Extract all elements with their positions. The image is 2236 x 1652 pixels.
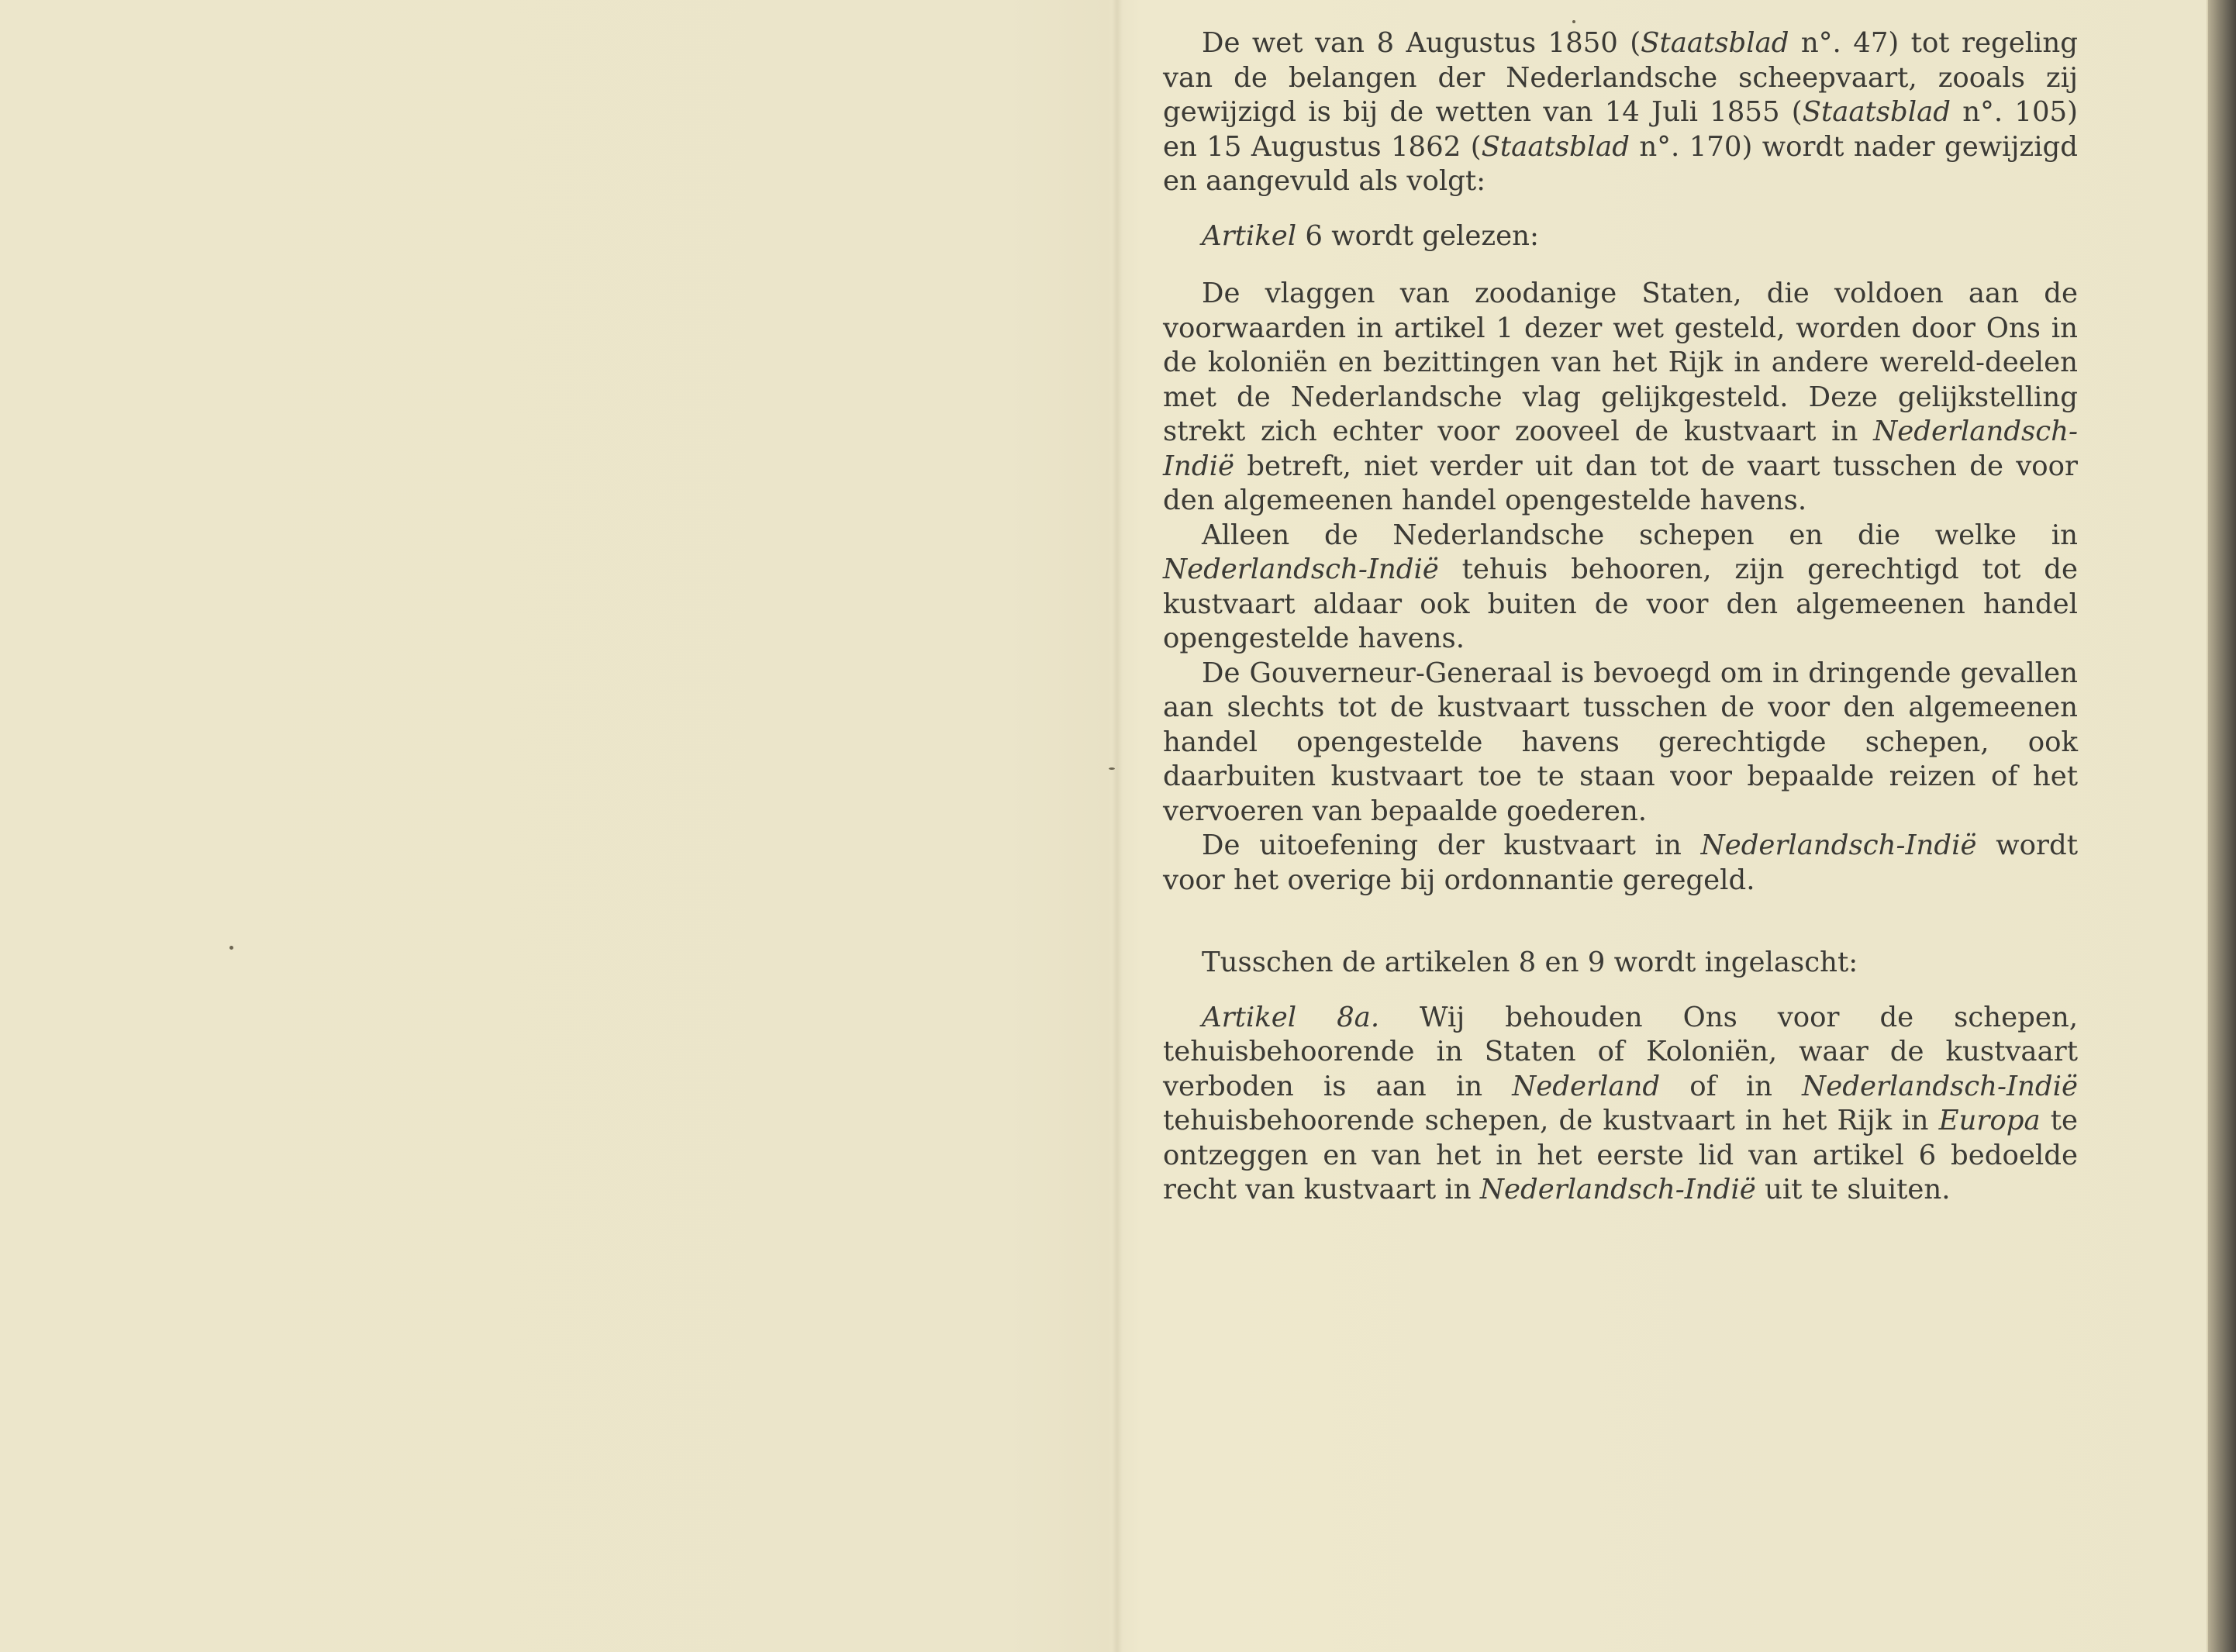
article-8a-paragraph: Artikel 8a. Wij behouden Ons voor de schepen, tehuisbehoorende in Staten of Koloniën, waar de kustvaart verboden is aan in Nederland of in Nederlandsch-Indië tehuisbehoorende schepen, de kustvaart in het Rijk in Europa te ontzeggen en van het in het eerste lid van artikel 6 bedoelde recht van kustvaart in Nederlandsch-Indië uit te sluiten. <box>1163 1001 2078 1205</box>
article-6-paragraph-4: De uitoefening der kustvaart in Nederlandsch-Indië wordt voor het overige bij ordonnantie geregeld. <box>1163 829 2078 896</box>
intro-paragraph: De wet van 8 Augustus 1850 (Staatsblad n°. 47) tot regeling van de belangen der Nederlandsche scheepvaart, zooals zij gewijzigd is bij de wetten van 14 Juli 1855 (Staatsblad n°. 105) en 15 Augustus 1862 (Staatsblad n°. 170) wordt nader gewijzigd en aangevuld als volgt: <box>1163 27 2078 197</box>
paper-speck <box>1572 20 1575 23</box>
article-6-heading: Artikel 6 wordt gelezen: <box>1202 219 1539 252</box>
article-6-paragraph-3: De Gouverneur-Generaal is bevoegd om in dringende gevallen aan slechts tot de kustvaart tusschen de voor den algemeenen handel opengestelde havens gerechtigde schepen, ook daarbuiten kustvaart toe te staan voor bepaalde reizen of het vervoeren van bepaalde goederen. <box>1163 657 2078 827</box>
article-6-paragraph-2: Alleen de Nederlandsche schepen en die welke in Nederlandsch-Indië tehuis behooren, zijn gerechtigd tot de kustvaart aldaar ook buiten de voor den algemeenen handel opengestelde havens. <box>1163 519 2078 654</box>
paper-speck <box>229 946 233 950</box>
paper-speck <box>1109 767 1115 770</box>
article-6-paragraph-1: De vlaggen van zoodanige Staten, die voldoen aan de voorwaarden in artikel 1 dezer wet gesteld, worden door Ons in de koloniën en bezittingen van het Rijk in andere wereld-deelen met de Nederlandsche vlag gelijkgesteld. Deze gelijkstelling strekt zich echter voor zooveel de kustvaart in Nederlandsch-Indië betreft, niet verder uit dan tot de vaart tusschen de voor den algemeenen handel opengestelde havens. <box>1163 278 2078 516</box>
page-fold <box>1112 0 1123 1652</box>
insertion-heading: Tusschen de artikelen 8 en 9 wordt ingelascht: <box>1202 947 1858 978</box>
page-edge-shadow <box>2208 0 2236 1652</box>
document-text <box>1163 26 2078 1208</box>
